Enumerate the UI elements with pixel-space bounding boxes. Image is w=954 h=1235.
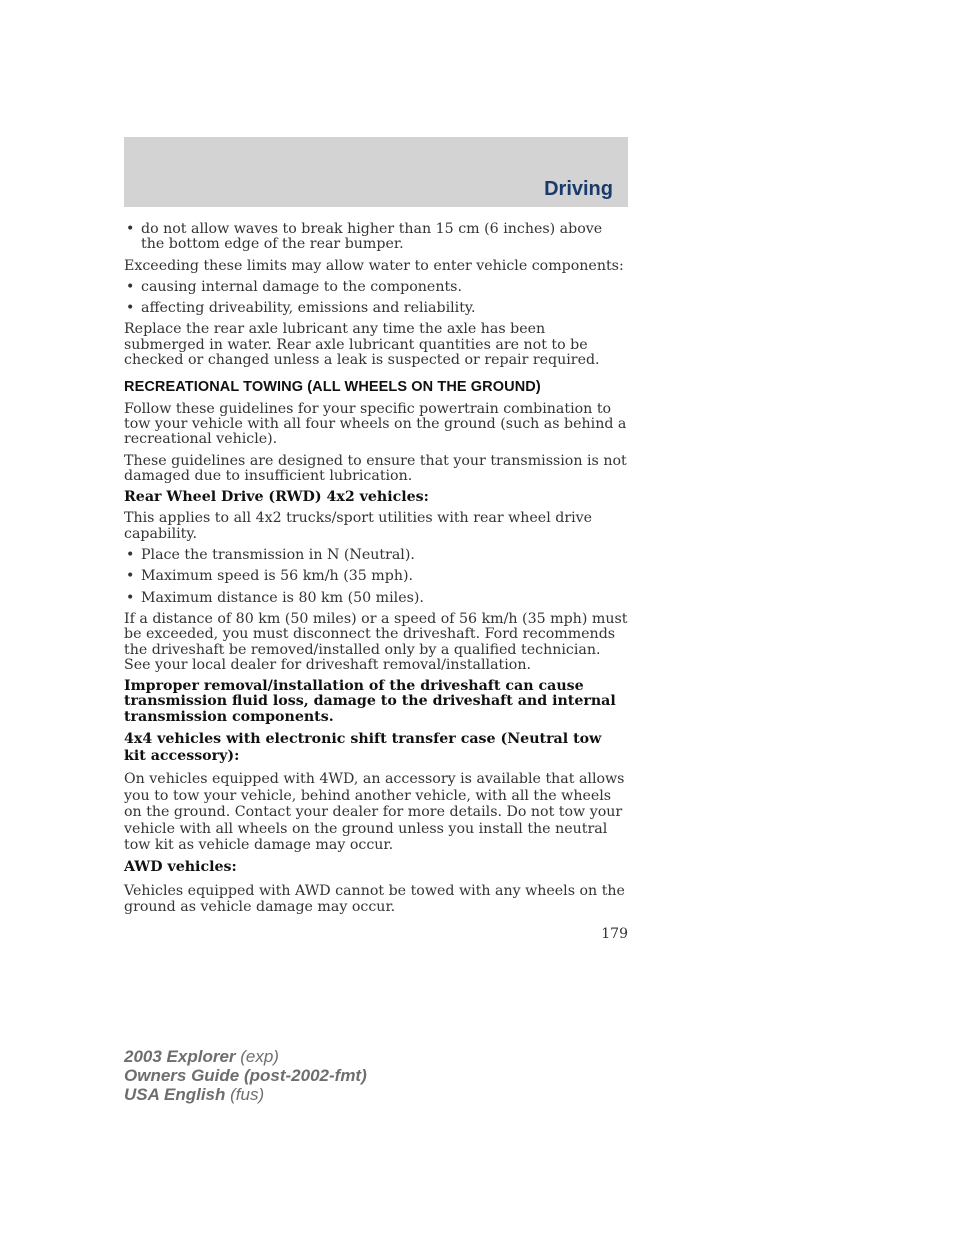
page-content	[124, 222, 628, 922]
section-header-band	[124, 137, 628, 207]
bullet-text: causing internal damage to the components.	[141, 278, 462, 295]
bullet-item	[124, 280, 628, 295]
bullet-icon: •	[126, 300, 135, 317]
paragraph: This applies to all 4x2 trucks/sport utilities with rear wheel drive capability.	[124, 510, 593, 542]
bullet-text: affecting driveability, emissions and reliability.	[141, 300, 476, 317]
bullet-text: Maximum distance is 80 km (50 miles).	[141, 589, 424, 606]
bullet-text: Maximum speed is 56 km/h (35 mph).	[141, 568, 414, 585]
bullet-item	[124, 591, 628, 606]
bullet-icon: •	[126, 278, 135, 295]
section-title: Driving	[544, 178, 613, 200]
subheading: AWD vehicles:	[124, 858, 237, 875]
paragraph: Vehicles equipped with AWD cannot be towed with any wheels on the ground as vehicle damage may occur.	[124, 882, 625, 916]
bullet-icon: •	[126, 568, 135, 585]
subheading: 4x4 vehicles with electronic shift transfer case (Neutral tow kit accessory):	[124, 731, 602, 765]
paragraph: Exceeding these limits may allow water to enter vehicle components:	[124, 257, 624, 274]
bullet-item	[124, 301, 628, 316]
footer-language: USA English	[124, 1085, 226, 1104]
subheading: Rear Wheel Drive (RWD) 4x2 vehicles:	[124, 489, 429, 506]
footer-line	[124, 1047, 367, 1066]
paragraph: Follow these guidelines for your specific powertrain combination to tow your vehicle with all four wheels on the ground (such as behind a recreational vehicle).	[124, 400, 627, 448]
bullet-icon: •	[126, 547, 135, 564]
section-heading: RECREATIONAL TOWING (ALL WHEELS ON THE GROUND)	[124, 379, 541, 396]
bullet-text: do not allow waves to break higher than 15 cm (6 inches) above the bottom edge of the rear bumper.	[141, 221, 603, 253]
document-footer	[124, 1047, 367, 1104]
footer-line	[124, 1085, 367, 1104]
paragraph: These guidelines are designed to ensure that your transmission is not damaged due to insufficient lubrication.	[124, 452, 627, 484]
bullet-item	[124, 548, 628, 563]
bullet-item	[124, 222, 628, 253]
footer-line	[124, 1066, 367, 1085]
footer-model: 2003 Explorer	[124, 1047, 236, 1066]
bullet-text: Place the transmission in N (Neutral).	[141, 547, 415, 564]
bullet-item	[124, 569, 628, 584]
paragraph: Replace the rear axle lubricant any time the axle has been submerged in water. Rear axle lubricant quantities are not to be checked or changed unless a leak is suspected or repair required.	[124, 321, 600, 369]
footer-language-code: (fus)	[225, 1085, 265, 1104]
warning-text: Improper removal/installation of the driveshaft can cause transmission fluid loss, damage to the driveshaft and internal transmission components.	[124, 678, 616, 725]
footer-guide: Owners Guide (post-2002-fmt)	[124, 1066, 367, 1085]
footer-model-code: (exp)	[235, 1047, 279, 1066]
bullet-icon: •	[126, 589, 135, 606]
paragraph: On vehicles equipped with 4WD, an accessory is available that allows you to tow your vehicle, behind another vehicle, with all the wheels on the ground. Contact your dealer for more details. Do not tow your vehicle with all wheels on the ground unless you install the neutral tow kit as vehicle damage may occur.	[124, 771, 625, 854]
bullet-icon: •	[126, 221, 135, 237]
page-number: 179	[601, 926, 628, 942]
paragraph: If a distance of 80 km (50 miles) or a speed of 56 km/h (35 mph) must be exceeded, you must disconnect the driveshaft. Ford recommends the driveshaft be removed/installed only by a qualified technician. See your local dealer for driveshaft removal/installation.	[124, 610, 628, 673]
